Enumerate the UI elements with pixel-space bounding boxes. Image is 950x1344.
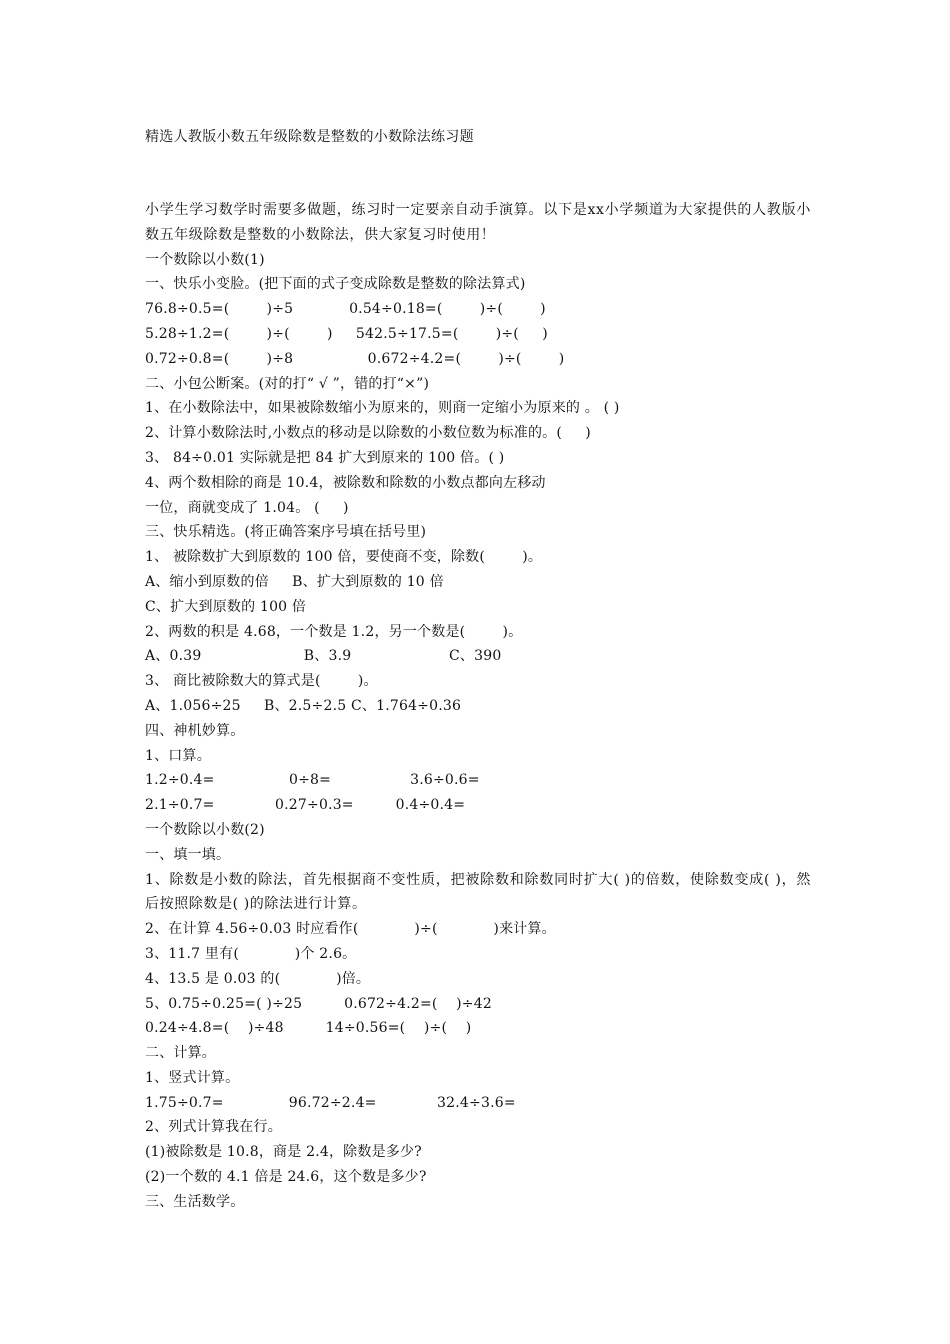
exercise-line: 一、填一填。 xyxy=(145,846,231,863)
document-body xyxy=(145,198,811,1215)
exercise-line: 1、在小数除法中，如果被除数缩小为原来的，则商一定缩小为原来的 。 ( ) xyxy=(145,400,620,417)
exercise-line: 2、在计算 4.56÷0.03 时应看作( )÷( )来计算。 xyxy=(145,921,556,938)
exercise-line: 2.1÷0.7= 0.27÷0.3= 0.4÷0.4= xyxy=(145,797,466,814)
exercise-line: 2、计算小数除法时,小数点的移动是以除数的小数位数为标准的。( ) xyxy=(145,425,591,442)
exercise-line: A、0.39 B、3.9 C、390 xyxy=(145,648,502,665)
exercise-line: A、1.056÷25 B、2.5÷2.5 C、1.764÷0.36 xyxy=(145,697,462,714)
exercise-line: 1、口算。 xyxy=(145,747,211,764)
exercise-line: 1.75÷0.7= 96.72÷2.4= 32.4÷3.6= xyxy=(145,1094,516,1111)
fill-paragraph: 1、除数是小数的除法，首先根据商不变性质，把被除数和除数同时扩大( )的倍数，使除数变成( )，然后按照除数是( )的除法进行计算。 xyxy=(145,871,811,913)
exercise-line: 一个数除以小数(2) xyxy=(145,821,265,838)
exercise-line: 5、0.75÷0.25=( )÷25 0.672÷4.2=( )÷42 xyxy=(145,995,492,1012)
exercise-line: 76.8÷0.5=( )÷5 0.54÷0.18=( )÷( ) xyxy=(145,301,546,318)
exercise-line: 1、 被除数扩大到原数的 100 倍，要使商不变，除数( )。 xyxy=(145,549,543,566)
exercise-section-2 xyxy=(145,917,811,1215)
exercise-line: 0.24÷4.8=( )÷48 14÷0.56=( )÷( ) xyxy=(145,1020,472,1037)
exercise-line: 3、 商比被除数大的算式是( )。 xyxy=(145,673,378,690)
exercise-line: 三、快乐精选。(将正确答案序号填在括号里) xyxy=(145,524,427,541)
exercise-line: 三、生活数学。 xyxy=(145,1193,245,1210)
exercise-line: 1、竖式计算。 xyxy=(145,1069,240,1086)
exercise-line: 四、神机妙算。 xyxy=(145,722,245,739)
exercise-line: 4、13.5 是 0.03 的( )倍。 xyxy=(145,970,371,987)
exercise-line: A、缩小到原数的倍 B、扩大到原数的 10 倍 xyxy=(145,573,444,590)
exercise-line: 一位，商就变成了 1.04。 ( ) xyxy=(145,499,349,516)
exercise-line: (2)一个数的 4.1 倍是 24.6，这个数是多少? xyxy=(145,1169,427,1186)
exercise-line: 一个数除以小数(1) xyxy=(145,251,265,268)
exercise-line: 2、两数的积是 4.68，一个数是 1.2，另一个数是( )。 xyxy=(145,623,523,640)
document-title: 精选人教版小数五年级除数是整数的小数除法练习题 xyxy=(145,129,474,145)
exercise-line: (1)被除数是 10.8，商是 2.4，除数是多少? xyxy=(145,1144,422,1161)
exercise-line: 1.2÷0.4= 0÷8= 3.6÷0.6= xyxy=(145,772,480,789)
intro-paragraph: 小学生学习数学时需要多做题，练习时一定要亲自动手演算。以下是xx小学频道为大家提供的人教版小数五年级除数是整数的小数除法，供大家复习时使用！ xyxy=(145,202,811,243)
exercise-line: 4、两个数相除的商是 10.4，被除数和除数的小数点都向左移动 xyxy=(145,474,546,491)
exercise-line: 0.72÷0.8=( )÷8 0.672÷4.2=( )÷( ) xyxy=(145,350,565,367)
exercise-line: 5.28÷1.2=( )÷( ) 542.5÷17.5=( )÷( ) xyxy=(145,325,548,342)
exercise-line: 二、计算。 xyxy=(145,1045,216,1062)
exercise-line: 一、快乐小变脸。(把下面的式子变成除数是整数的除法算式) xyxy=(145,276,526,293)
exercise-line: C、扩大到原数的 100 倍 xyxy=(145,598,307,615)
exercise-line: 二、小包公断案。(对的打“ √ ”，错的打“×”) xyxy=(145,375,430,392)
exercise-line: 2、列式计算我在行。 xyxy=(145,1119,282,1136)
exercise-section-1 xyxy=(145,248,811,868)
exercise-line: 3、11.7 里有( )个 2.6。 xyxy=(145,945,357,962)
exercise-line: 3、 84÷0.01 实际就是把 84 扩大到原来的 100 倍。( ) xyxy=(145,449,505,466)
